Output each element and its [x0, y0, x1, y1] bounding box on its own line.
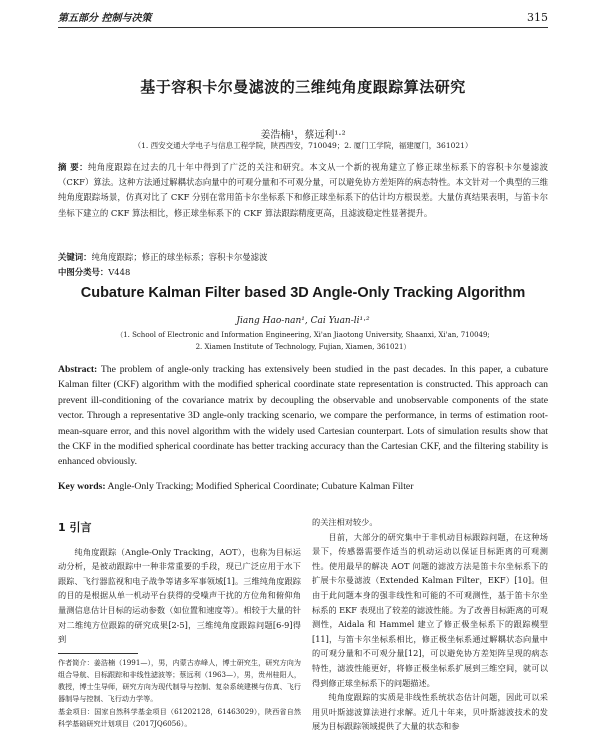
right-paragraph-1: 目前，大部分的研究集中于非机动目标跟踪问题，在这种场景下，传感器需要作适当的机动运动以保证目标距离的可观测性。使用最早的解决 AOT 问题的滤波方法是笛卡尔坐标系下的扩展卡尔曼滤波（Extended Kalman Filter，EKF）[10]。但由于此问题本身的强非线性和可能的不可观测性，基于笛卡尔坐标系的 EKF 表现出了较差的滤波性能。为了改善目标距离的可观测性，Aidala 和 Hammel 建立了修正极坐标系下的跟踪模型[11]，与笛卡尔坐标系相比，修正极坐标系通过解耦状态向量中的可观分量和不可观分量[12]，可以避免协方差矩阵呈现的病态特性，滤波性能更好，将修正极坐标系扩展到三维空间，就可以得到修正球坐标系下的问题描述。: [312, 531, 548, 688]
abstract-en-label: Abstract:: [58, 364, 98, 375]
running-header: [58, 8, 548, 24]
classification-label: 中图分类号：: [58, 267, 109, 277]
keywords-chinese: [58, 250, 548, 264]
keywords-cn-text: 纯角度跟踪；修正的球坐标系；容积卡尔曼滤波: [91, 252, 268, 262]
classification-text: V448: [108, 267, 131, 277]
affiliation-chinese: （1. 西安交通大学电子与信息工程学院，陕西西安，710049；2. 厦门工学院，福建厦门，361021）: [133, 141, 473, 150]
header-rule: [58, 27, 548, 28]
affiliation-en-line2: 2. Xiamen Institute of Technology, Fujian, Xiamen, 361021）: [195, 343, 411, 351]
keywords-en-text: Angle-Only Tracking; Modified Spherical Coordinate; Cubature Kalman Filter: [107, 481, 414, 492]
title-chinese: 基于容积卡尔曼滤波的三维纯角度跟踪算法研究: [140, 78, 466, 96]
page-number: 315: [527, 11, 548, 24]
affiliation-english: [58, 329, 548, 353]
footnote-funding: 基金项目：国家自然科学基金项目（61202128，61463029），陕西省自然科学基础研究计划项目（2017JQ6056）。: [58, 706, 301, 728]
right-paragraph-2: 纯角度跟踪的实质是非线性系统状态估计问题，因此可以采用贝叶斯滤波算法进行求解。近几十年来，贝叶斯滤波技术的发展为目标跟踪领域提供了大量的状态和参: [312, 692, 548, 732]
right-paragraph-0: 的关注相对较少。: [312, 517, 378, 527]
footnote-author-info: 作者简介：姜浩楠（1991—），男，内蒙古赤峰人，博士研究生，研究方向为组合导航、目标跟踪和非线性滤波等；蔡远利（1963—），男，贵州桂阳人，教授，博士生导师，研究方向为现代制导与控制、复杂系统建模与仿真、飞行器制导与控制、飞行动力学等。: [58, 657, 301, 704]
affiliation-en-line1: （1. School of Electronic and Information Engineering, Xi'an Jiaotong University, Shaanxi, Xi'an, 710049;: [116, 331, 490, 339]
authors-english: Jiang Hao-nan¹, Cai Yuan-li¹·²: [236, 316, 370, 326]
abstract-chinese: [58, 160, 548, 221]
classification-number: [58, 265, 548, 279]
abstract-cn-text: 纯角度跟踪在过去的几十年中得到了广泛的关注和研究。本文从一个新的视角建立了修正球坐标系下的容积卡尔曼滤波（CKF）算法。这种方法通过解耦状态向量中的可观分量和不可观分量，可以避免协方差矩阵的病态特性。本文针对一个典型的三维纯角度跟踪场景，仿真对比了 CKF 分别在常用笛卡尔坐标系下和修正球坐标系下的估计均方根误差。大量仿真结果表明，与笛卡尔坐标下建立的 CKF 算法相比，修正球坐标系下的 CKF 算法跟踪精度更高，且滤波稳定性显著提升。: [58, 162, 548, 218]
body-column-right: [312, 515, 548, 734]
keywords-en-label: Key words:: [58, 481, 106, 492]
keywords-cn-label: 关键词：: [58, 252, 92, 262]
footnote-rule: [58, 653, 138, 654]
header-section: 第五部分 控制与决策: [58, 13, 152, 24]
abstract-english: [58, 362, 548, 470]
abstract-en-text: The problem of angle-only tracking has extensively been studied in the past decades. In this paper, a cubature Kalman filter (CKF) algorithm with the modified spherical coordinate state representation is constructed. This approach can prevent ill-conditioning of the covariance matrix by decoupling the observable and unobservable components of the state vector. Through a representative 3D angle-only tracking scenario, we compare the performance, in terms of estimation root-mean-square error, and this novel algorithm with the widely used Cartesian counterpart. Lots of simulation results show that the CKF in the modified spherical coordinate has better tracking accuracy than the Cartesian CKF, and the filtering stability is enhanced obviously.: [58, 364, 549, 468]
body-column-left: [58, 515, 301, 730]
section-heading-introduction: 1 引言: [58, 521, 92, 534]
title-english: Cubature Kalman Filter based 3D Angle-Only Tracking Algorithm: [80, 285, 526, 301]
abstract-cn-label: 摘 要：: [58, 162, 88, 172]
keywords-english: [58, 480, 548, 494]
authors-chinese: 姜浩楠¹，蔡远利¹·²: [260, 130, 346, 141]
intro-paragraph-1: 纯角度跟踪（Angle-Only Tracking，AOT），也称为目标运动分析，是被动跟踪中一种非常重要的手段，现已广泛应用于水下跟踪、飞行器监视和电子战争等诸多军事领域[1]。三维纯角度跟踪的目的是根据从单一机动平台获得的受噪声干扰的方位角和俯仰角量测信息估计目标的运动参数（如位置和速度等）。相较于大量的针对二维纯方位跟踪的研究成果[2-5]，三维纯角度跟踪问题[6-9]得到: [58, 546, 301, 645]
